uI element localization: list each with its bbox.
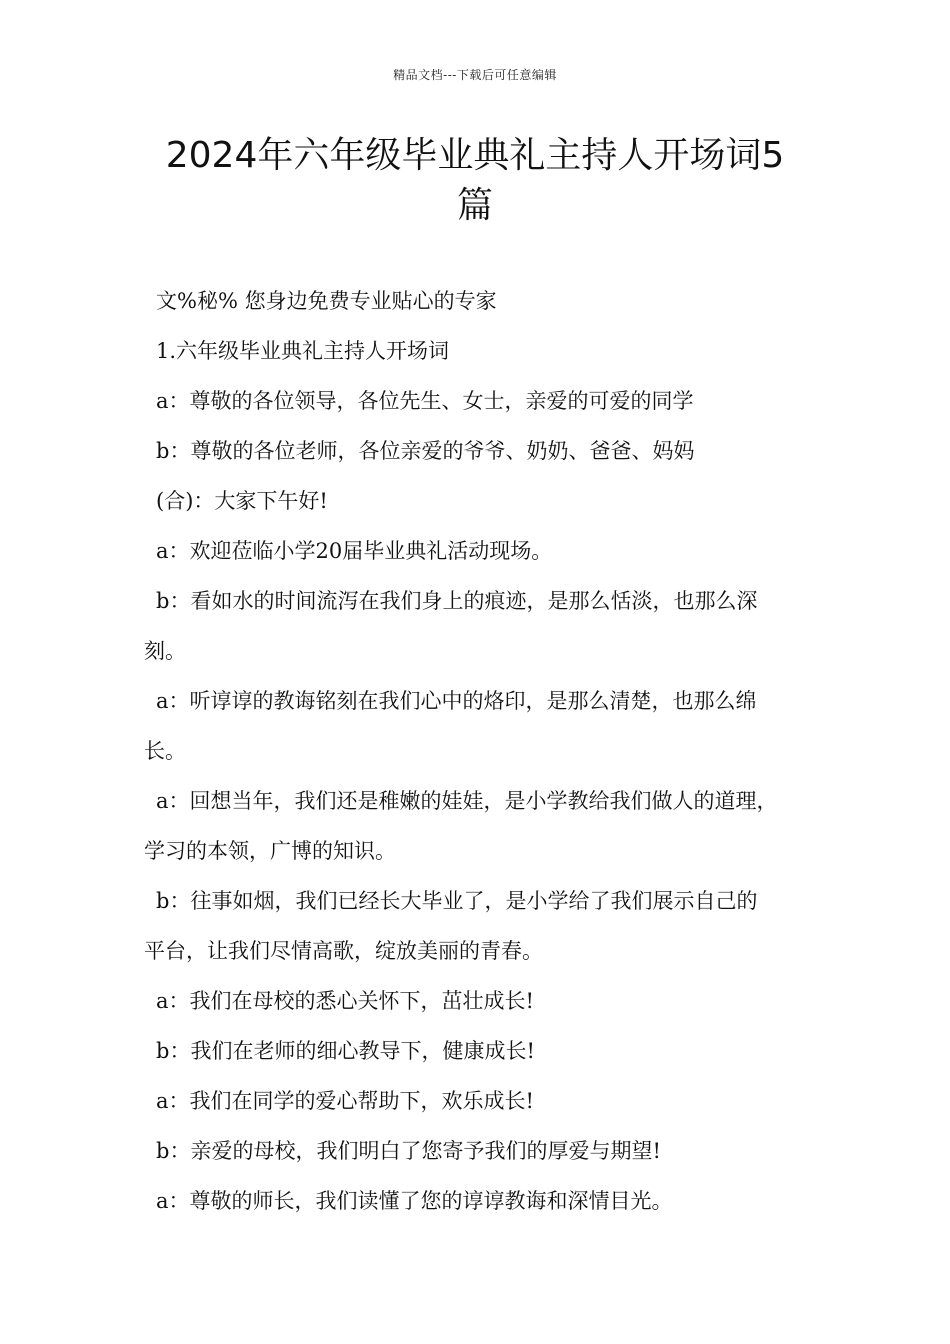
paragraph-continuation: 平台，让我们尽情高歌，绽放美丽的青春。 xyxy=(144,939,543,963)
paragraph-section-heading: 1.六年级毕业典礼主持人开场词 xyxy=(156,339,450,363)
paragraph: a：尊敬的师长，我们读懂了您的谆谆教诲和深情目光。 xyxy=(156,1189,673,1213)
paragraph: a：我们在同学的爱心帮助下，欢乐成长! xyxy=(156,1089,534,1113)
paragraph: (合)：大家下午好! xyxy=(156,489,328,513)
paragraph: a：我们在母校的悉心关怀下，茁壮成长! xyxy=(156,989,534,1013)
paragraph: b：往事如烟，我们已经长大毕业了，是小学给了我们展示自己的 xyxy=(156,889,758,913)
paragraph-continuation: 学习的本领，广博的知识。 xyxy=(144,839,396,863)
paragraph: b：看如水的时间流泻在我们身上的痕迹，是那么恬淡，也那么深 xyxy=(156,589,758,613)
paragraph: a：欢迎莅临小学20届毕业典礼活动现场。 xyxy=(156,539,553,563)
paragraph: b：亲爱的母校，我们明白了您寄予我们的厚爱与期望! xyxy=(156,1139,661,1163)
paragraph: a：听谆谆的教诲铭刻在我们心中的烙印，是那么清楚，也那么绵 xyxy=(156,689,757,713)
paragraph: b：我们在老师的细心教导下，健康成长! xyxy=(156,1039,535,1063)
paragraph-continuation: 长。 xyxy=(144,739,186,763)
document-title-line-1: 2024年六年级毕业典礼主持人开场词5 xyxy=(165,135,785,176)
paragraph: a：回想当年，我们还是稚嫩的娃娃，是小学教给我们做人的道理， xyxy=(156,789,778,813)
paragraph: b：尊敬的各位老师，各位亲爱的爷爷、奶奶、爸爸、妈妈 xyxy=(156,439,695,463)
header-note: 精品文档---下载后可任意编辑 xyxy=(393,68,557,82)
paragraph: a：尊敬的各位领导，各位先生、女士，亲爱的可爱的同学 xyxy=(156,389,694,413)
paragraph-continuation: 刻。 xyxy=(144,639,186,663)
document-title-line-2: 篇 xyxy=(456,185,493,226)
paragraph-intro: 文%秘% 您身边免费专业贴心的专家 xyxy=(156,289,497,313)
